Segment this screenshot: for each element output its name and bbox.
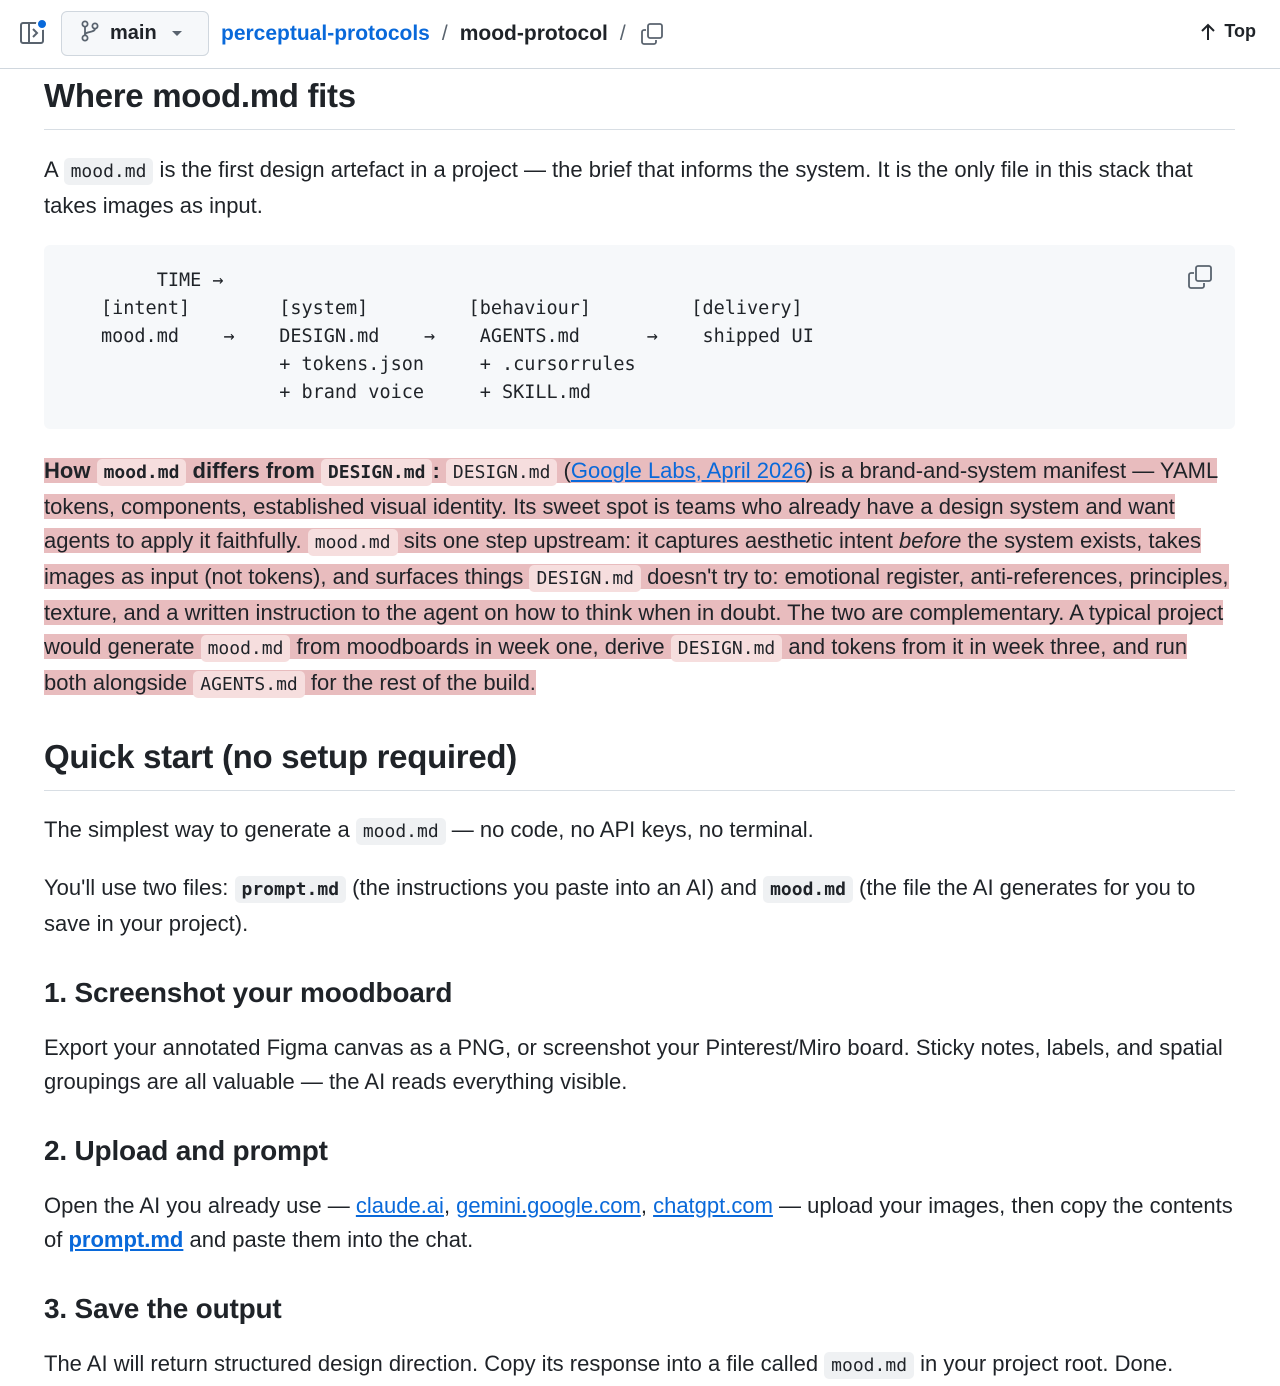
markdown-body [44,69,1235,1383]
inline-code: mood.md [763,876,853,903]
inline-code: mood.md [97,459,187,486]
inline-code: mood.md [201,635,291,662]
google-labs-link[interactable]: Google Labs, April 2026 [570,458,806,483]
branch-selector-button[interactable] [61,11,209,56]
inline-code: DESIGN.md [529,565,641,592]
section-heading: Where mood.md fits [44,77,1235,130]
step-text: Export your annotated Figma canvas as a PNG, or screenshot your Pinterest/Miro board. Sticky notes, labels, and spatial groupings are all valuable — the AI reads everything visible. [44,1035,1223,1094]
claude-link[interactable]: claude.ai [355,1193,444,1218]
inline-code: mood.md [64,158,154,185]
breadcrumb-repo-link[interactable]: perceptual-protocols [221,22,430,45]
quickstart-intro: The simplest way to generate a mood.md — no code, no API keys, no terminal. [44,813,1235,849]
inline-code: mood.md [824,1352,914,1379]
step-heading: 3. Save the output [44,1293,282,1324]
chatgpt-link[interactable]: chatgpt.com [653,1193,773,1218]
pipeline-diagram-code: TIME → [intent] [system] [behaviour] [delivery] mood.md → DESIGN.md → AGENTS.md → shipped UI + tokens.json + .cursorrules + brand voice + SKILL.md [101,270,814,403]
step-heading: 1. Screenshot your moodboard [44,977,453,1008]
two-files-paragraph: You'll use two files: prompt.md (the instructions you paste into an AI) and mood.md (the file the AI generates for you to save in your project). [44,875,1196,936]
inline-code: DESIGN.md [671,635,783,662]
step-text: The AI will return structured design direction. Copy its response into a file called mood.md in your project root. Done. [44,1347,1235,1383]
arrow-up-icon [1200,23,1216,41]
section-heading: Quick start (no setup required) [44,738,1235,791]
breadcrumb [221,19,638,49]
git-branch-icon [80,20,100,47]
breadcrumb-separator: / [619,22,626,45]
inline-code: prompt.md [235,876,347,903]
inline-code: mood.md [308,529,398,556]
inline-code: DESIGN.md [321,459,433,486]
inline-code: AGENTS.md [193,671,305,698]
gemini-link[interactable]: gemini.google.com [456,1193,641,1218]
top-label: Top [1224,21,1256,41]
file-header-bar [0,0,1280,69]
step-heading: 2. Upload and prompt [44,1135,328,1166]
step-text: Open the AI you already use — claude.ai, gemini.google.com, chatgpt.com — upload your images, then copy the contents of prompt.md and paste them into the chat. [44,1193,1233,1252]
copy-code-icon[interactable] [1187,264,1213,290]
sidebar-toggle-icon[interactable] [18,18,48,48]
breadcrumb-current: mood-protocol [459,22,608,45]
chevron-down-icon [171,25,183,43]
branch-label: main [110,22,157,44]
breadcrumb-separator: / [441,22,448,45]
inline-code: mood.md [356,818,446,845]
highlighted-paragraph: How mood.md differs from DESIGN.md : DESIGN.md (Google Labs, April 2026) is a brand-and-system manifest — YAML tokens, components, established visual identity. Its sweet spot is teams who already have a design system and want agents to apply it faithfully. mood.md sits one step upstream: it captures aesthetic intent before the system exists, takes images as input (not tokens), and surfaces things DESIGN.md doesn't try to: emotional register, anti-references, principles, texture, and a written instruction to the agent on how to think when in doubt. The two are complementary. A typical project would generate mood.md from moodboards in week one, derive DESIGN.md and tokens from it in week three, and run both alongside AGENTS.md for the rest of the build. [44,454,1235,702]
prompt-md-link[interactable]: prompt.md [68,1227,184,1252]
scroll-to-top-button[interactable] [1200,21,1256,42]
copy-path-icon[interactable] [640,22,664,46]
intro-paragraph: A mood.md is the first design artefact in a project — the brief that informs the system. It is the only file in this stack that takes images as input. [44,157,1193,218]
inline-code: DESIGN.md [446,459,558,486]
code-block [44,245,1235,429]
